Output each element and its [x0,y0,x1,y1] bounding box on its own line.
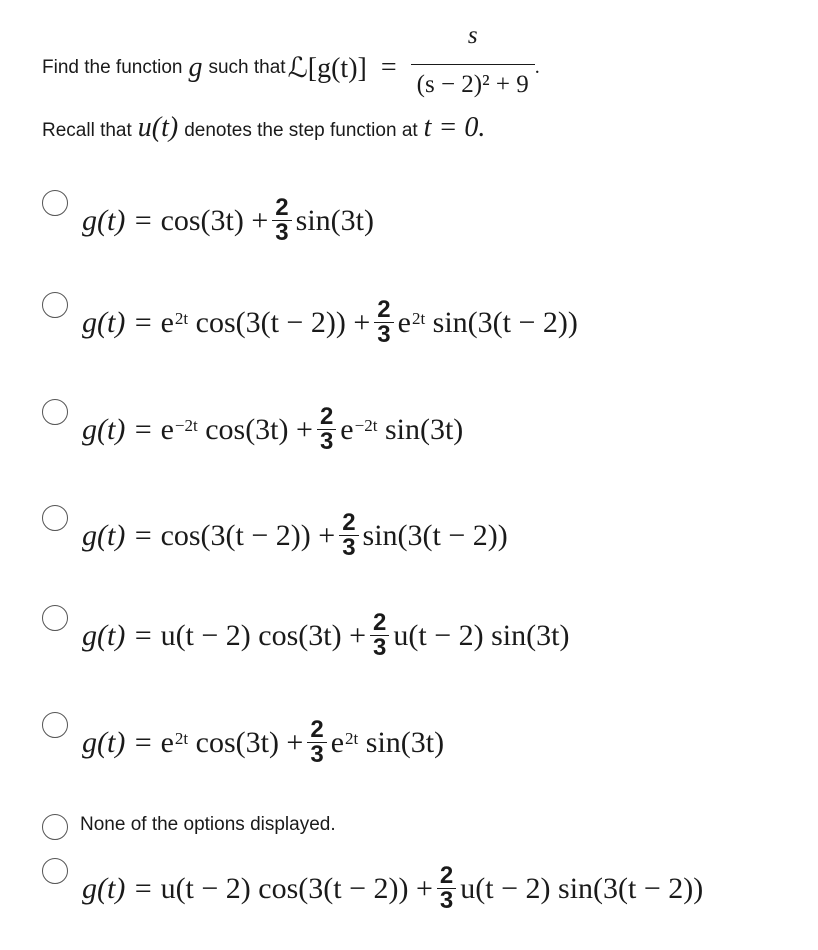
transfer-fraction [411,22,535,99]
question-line-2 [42,112,485,144]
option-3-radio[interactable] [42,399,68,425]
laplace-expression: ℒ[g(t)] [287,52,367,84]
option-4-radio[interactable] [42,505,68,531]
option-after-frac: sin(3t) [295,203,374,237]
g-variable: g [188,51,203,83]
fraction-two-thirds: $\frac{2}{3}$ [317,405,336,454]
fraction-two-thirds: $\frac{2}{3}$ [374,298,393,347]
fraction-two-thirds: $\frac{2}{3}$ [307,718,326,767]
fraction-two-thirds: $\frac{2}{3}$ [272,196,291,245]
question-such-that: such that [208,56,286,78]
option-8-radio[interactable] [42,858,68,884]
fraction-numerator: s [467,22,478,49]
option-1-radio[interactable] [42,190,68,216]
option-before-frac: cos(3t) + [160,203,269,237]
option-6-radio[interactable] [42,712,68,738]
recall-mid: denotes the step function at [184,120,418,141]
fraction-two-thirds: $\frac{2}{3}$ [370,611,389,660]
option-lhs: g(t) = [82,203,154,237]
recall-prefix: Recall that [42,120,132,141]
option-6-formula: g(t) = e $^{2t}$ cos(3t) + $\frac{2}{3}$ e $^{2t}$ sin(3t) [82,716,445,768]
option-4-formula: g(t) = cos(3(t − 2)) + $\frac{2}{3}$ sin(3(t − 2)) [82,509,508,561]
option-7-radio[interactable] [42,814,68,840]
fraction-two-thirds: $\frac{2}{3}$ [437,864,456,913]
question-line-1 [42,22,540,99]
option-none-label: None of the options displayed. [80,814,336,835]
question-prefix: Find the function [42,56,183,78]
equals-sign: = [380,51,397,83]
option-5-radio[interactable] [42,605,68,631]
period: . [534,56,540,78]
option-2-radio[interactable] [42,292,68,318]
option-2-formula: g(t) = e $^{2t}$ cos(3(t − 2)) + $\frac{2}{3}$ e $^{2t}$ sin(3(t − 2)) [82,296,578,348]
t-equals-zero: t = 0. [423,112,486,143]
option-5-formula: g(t) = u(t − 2) cos(3t) + $\frac{2}{3}$ u(t − 2) sin(3t) [82,609,570,661]
step-function-u: u(t) [137,112,179,143]
option-8-formula: g(t) = u(t − 2) cos(3(t − 2)) + $\frac{2}{3}$ u(t − 2) sin(3(t − 2)) [82,862,704,914]
fraction-denominator: (s − 2)² + 9 [411,64,535,99]
fraction-two-thirds: $\frac{2}{3}$ [339,511,358,560]
option-3-formula: g(t) = e $^{-2t}$ cos(3t) + $\frac{2}{3}$ e $^{-2t}$ sin(3t) [82,403,464,455]
option-1-formula [82,196,374,245]
